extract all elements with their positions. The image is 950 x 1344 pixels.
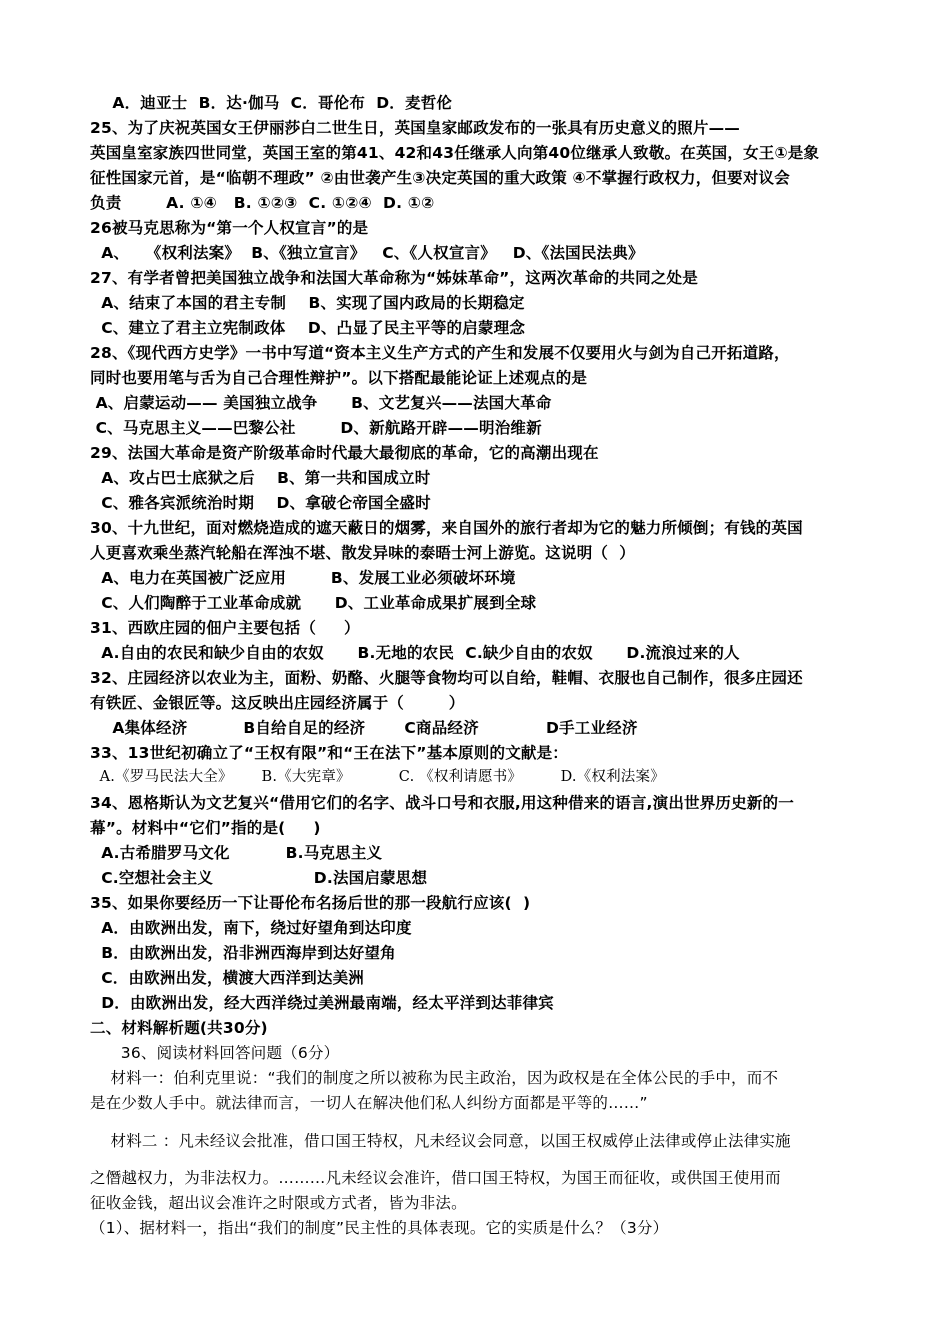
q32-stem-line-2: 有铁匠、金银匠等。这反映出庄园经济属于（ ） bbox=[90, 694, 465, 712]
q29-options-ab: A、攻占巴士底狱之后 B、第一共和国成立时 bbox=[90, 469, 431, 487]
q36-heading: 36、阅读材料回答问题（6分） bbox=[90, 1044, 340, 1062]
q28-stem-line-1: 28、《现代西方史学》一书中写道“资本主义生产方式的产生和发展不仅要用火与剑为自己开拓道路， bbox=[90, 344, 790, 362]
q26-options: A、 《权利法案》 B、《独立宣言》 C、《人权宣言》 D、《法国民法典》 bbox=[90, 244, 644, 262]
q28-options-cd: C、马克思主义——巴黎公社 D、新航路开辟——明治维新 bbox=[90, 419, 542, 437]
q30-options-ab: A、电力在英国被广泛应用 B、发展工业必须破坏环境 bbox=[90, 569, 516, 587]
q29-stem: 29、法国大革命是资产阶级革命时代最大最彻底的革命，它的高潮出现在 bbox=[90, 444, 599, 462]
q25-options: 负责 A. ①④ B. ①②③ C. ①②④ D. ①② bbox=[90, 194, 435, 212]
q28-options-ab: A、启蒙运动—— 美国独立战争 B、文艺复兴——法国大革命 bbox=[90, 394, 552, 412]
material-2-line-2: 之僭越权力，为非法权力。………凡未经议会准许，借口国王特权，为国王而征收，或供国王使用而 bbox=[90, 1169, 781, 1187]
material-2-line-1: 材料二 ：凡未经议会批准，借口国王特权，凡未经议会同意，以国王权威停止法律或停止法律实施 bbox=[90, 1132, 791, 1150]
section-2-heading: 二、材料解析题(共30分) bbox=[90, 1019, 268, 1037]
q31-options: A.自由的农民和缺少自由的农奴 B.无地的农民 C.缺少自由的农奴 D.流浪过来的人 bbox=[90, 644, 740, 662]
material-2-line-3: 征收金钱，超出议会准许之时限或方式者，皆为非法。 bbox=[90, 1194, 467, 1212]
q34-options-cd: C.空想社会主义 D.法国启蒙思想 bbox=[90, 869, 428, 887]
q27-options-ab: A、结束了本国的君主专制 B、实现了国内政局的长期稳定 bbox=[90, 294, 525, 312]
q25-stem-line-2: 英国皇室家族四世同堂，英国王室的第41、42和43任继承人向第40位继承人致敬。在英国，女王①是象 bbox=[90, 144, 820, 162]
q35-option-a: A．由欧洲出发，南下，绕过好望角到达印度 bbox=[90, 919, 412, 937]
q25-stem-line-3: 征性国家元首，是“临朝不理政” ②由世袭产生③决定英国的重大政策 ④不掌握行政权力，但要对议会 bbox=[90, 169, 790, 187]
q30-stem-line-1: 30、十九世纪，面对燃烧造成的遮天蔽日的烟雾，来自国外的旅行者却为它的魅力所倾倒；有钱的英国 bbox=[90, 519, 803, 537]
q35-option-d: D．由欧洲出发，经大西洋绕过美洲最南端，经太平洋到达菲律宾 bbox=[90, 994, 554, 1012]
q34-stem-line-1: 34、恩格斯认为文艺复兴“借用它们的名字、战斗口号和衣服,用这种借来的语言,演出世界历史新的一 bbox=[90, 794, 794, 812]
material-1-line-1: 材料一：伯利克里说：“我们的制度之所以被称为民主政治，因为政权是在全体公民的手中，而不 bbox=[90, 1069, 779, 1087]
q27-stem: 27、有学者曾把美国独立战争和法国大革命称为“姊妹革命”，这两次革命的共同之处是 bbox=[90, 269, 698, 287]
q30-options-cd: C、人们陶醉于工业革命成就 D、工业革命成果扩展到全球 bbox=[90, 594, 537, 612]
q34-stem-line-2: 幕”。材料中“它们”指的是( ) bbox=[90, 819, 321, 837]
q34-options-ab: A.古希腊罗马文化 B.马克思主义 bbox=[90, 844, 383, 862]
q26-stem: 26被马克思称为“第一个人权宣言”的是 bbox=[90, 219, 369, 237]
q28-stem-line-2: 同时也要用笔与舌为自己合理性辩护”。以下搭配最能论证上述观点的是 bbox=[90, 369, 588, 387]
q24-options: A．迪亚士 B．达·伽马 C．哥伦布 D．麦哲伦 bbox=[90, 94, 453, 112]
q30-stem-line-2: 人更喜欢乘坐蒸汽轮船在浑浊不堪、散发异味的泰晤士河上游览。这说明（ ） bbox=[90, 544, 635, 562]
q27-options-cd: C、建立了君主立宪制政体 D、凸显了民主平等的启蒙理念 bbox=[90, 319, 526, 337]
q35-stem: 35、如果你要经历一下让哥伦布名扬后世的那一段航行应该( ) bbox=[90, 894, 531, 912]
q35-option-b: B．由欧洲出发，沿非洲西海岸到达好望角 bbox=[90, 944, 396, 962]
q36-subquestion-1: （1）、据材料一，指出“我们的制度”民主性的具体表现。它的实质是什么？（3分） bbox=[90, 1219, 669, 1237]
q31-stem: 31、西欧庄园的佃户主要包括（ ） bbox=[90, 619, 360, 637]
q35-option-c: C．由欧洲出发，横渡大西洋到达美洲 bbox=[90, 969, 364, 987]
q32-stem-line-1: 32、庄园经济以农业为主，面粉、奶酪、火腿等食物均可以自给，鞋帽、衣服也自己制作，很多庄园还 bbox=[90, 669, 803, 687]
q29-options-cd: C、雅各宾派统治时期 D、拿破仑帝国全盛时 bbox=[90, 494, 431, 512]
q25-stem-line-1: 25、为了庆祝英国女王伊丽莎白二世生日，英国皇家邮政发布的一张具有历史意义的照片—— bbox=[90, 119, 740, 137]
material-1-line-2: 是在少数人手中。就法律而言，一切人在解决他们私人纠纷方面都是平等的……” bbox=[90, 1094, 648, 1112]
q33-stem: 33、13世纪初确立了“王权有限”和“王在法下”基本原则的文献是： bbox=[90, 744, 568, 762]
q33-options: A.《罗马民法大全》 B.《大宪章》 C. 《权利请愿书》 D.《权利法案》 bbox=[90, 769, 665, 785]
q32-options: A集体经济 B自给自足的经济 C商品经济 D手工业经济 bbox=[90, 719, 638, 737]
